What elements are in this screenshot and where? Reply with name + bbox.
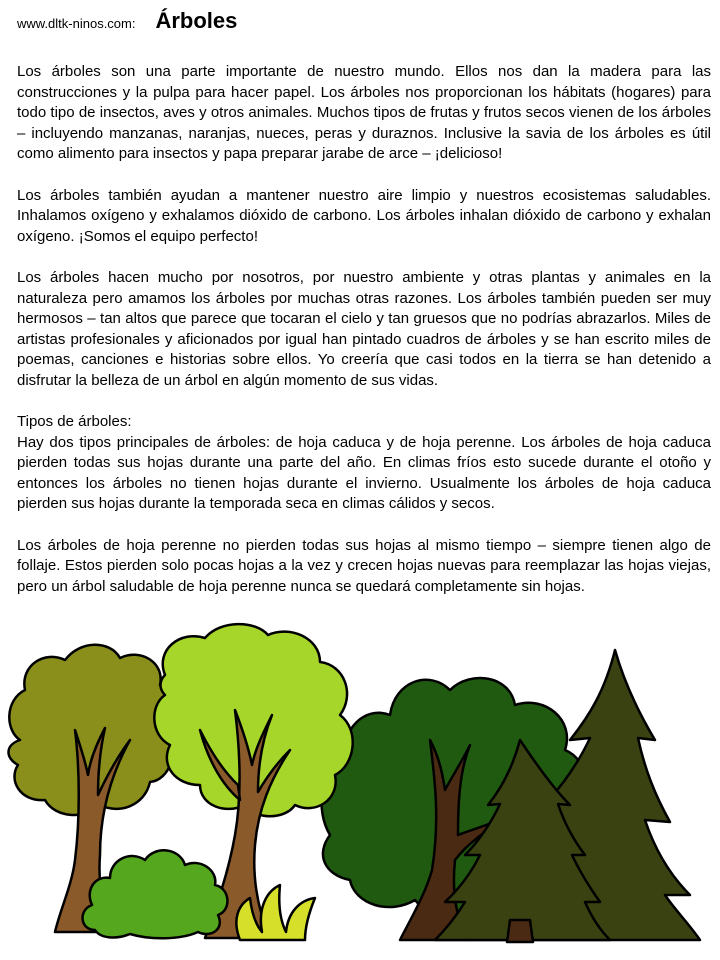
paragraph-evergreen: Los árboles de hoja perenne no pierden todas sus hojas al mismo tiempo – siempre tienen algo de follaje. Estos pierden solo pocas hojas a la vez y crecen hojas nuevas para reemplazar las hojas viejas, pero un árbol saludable de hoja perenne nunca se quedará completamente sin hojas. [17,536,711,595]
page-header [17,8,237,38]
site-url: www.dltk-ninos.com: [17,16,136,31]
types-section [17,412,711,515]
types-heading: Tipos de árboles: [17,413,132,431]
types-body: Hay dos tipos principales de árboles: de hoja caduca y de hoja perenne. Los árboles de hoja caduca pierden todas sus hojas durante una parte del año. En climas fríos esto sucede durante el otoño y entonces los árboles no tienen hojas durante el invierno. Usualmente los árboles de hoja caduca pierden sus hojas durante la temporada seca en climas cálidos y secos. [17,433,711,513]
article-body [17,62,711,597]
trees-illustration [0,620,720,960]
paragraph-beauty: Los árboles hacen mucho por nosotros, por nuestro ambiente y otras plantas y animales en la naturaleza pero amamos los árboles por muchas otras razones. Los árboles también pueden ser muy hermosos – tan altos que parece que tocaran el cielo y tan gruesos que no podrías abrazarlos. Miles de artistas profesionales y aficionados por igual han pintado cuadros de árboles y se han escrito miles de poemas, canciones e historias sobre ellos. Yo creería que casi todos en la tierra se han detenido a disfrutar la belleza de un árbol en algún momento de sus vidas. [17,268,711,389]
bush-icon [83,850,228,938]
paragraph-intro: Los árboles son una parte importante de nuestro mundo. Ellos nos dan la madera para las construcciones y la pulpa para hacer papel. Los árboles nos proporcionan los hábitats (hogares) para todo tipo de insectos, aves y otros animales. Muchos tipos de frutas y frutos secos vienen de los árboles – incluyendo manzanas, naranjas, nueces, peras y duraznos. Inclusive la savia de los árboles es útil como alimento para insectos y papa preparar jarabe de arce – ¡delicioso! [17,63,711,163]
paragraph-air: Los árboles también ayudan a mantener nuestro aire limpio y nuestros ecosistemas saludables. Inhalamos oxígeno y exhalamos dióxido de carbono. Los árboles inhalan dióxido de carbono y exhalan oxígeno. ¡Somos el equipo perfecto! [17,186,711,245]
page-title: Árboles [155,8,238,33]
